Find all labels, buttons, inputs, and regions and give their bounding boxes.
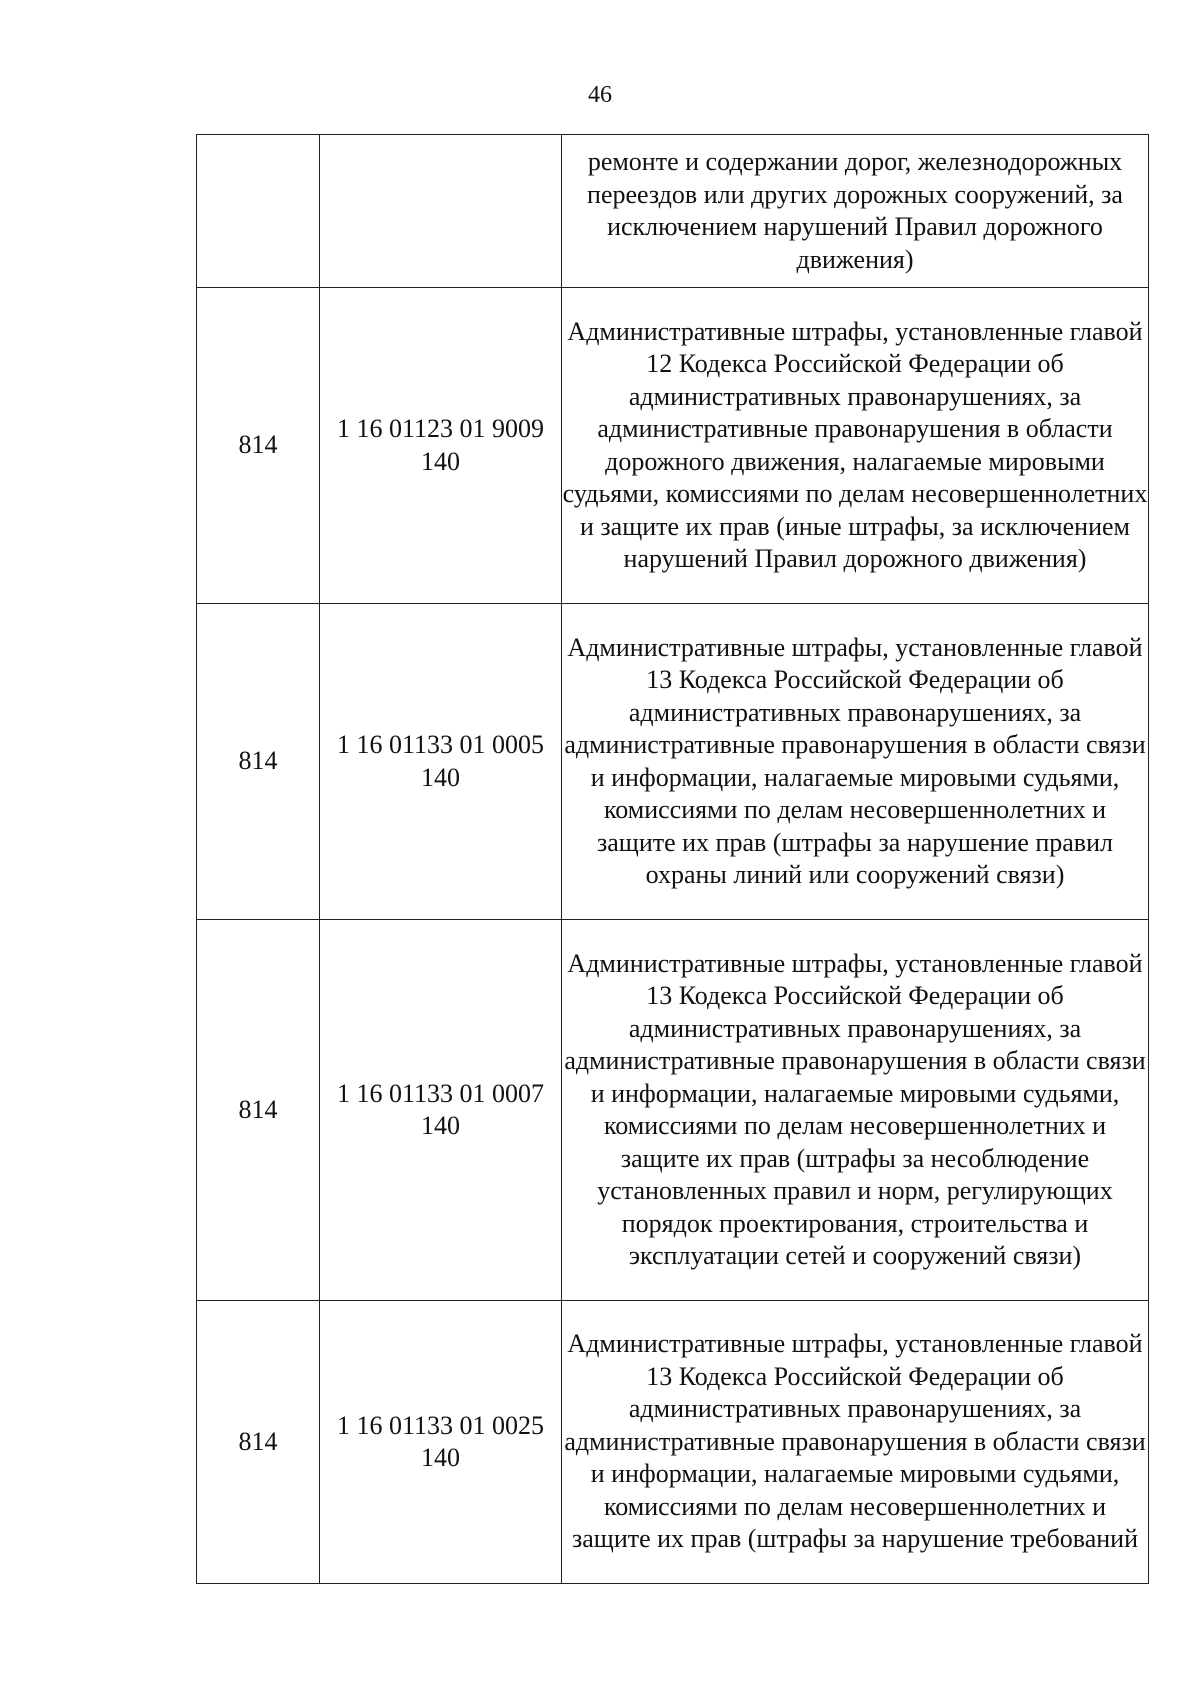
admin-code-cell: 814 — [197, 288, 320, 604]
admin-code-cell — [197, 135, 320, 288]
description-cell: ремонте и содержании дорог, железнодорожных переездов или других дорожных сооружений, за исключением нарушений Правил дорожного движения) — [562, 135, 1149, 288]
kbk-code-cell: 1 16 01133 01 0025 140 — [320, 1301, 562, 1584]
kbk-code-cell: 1 16 01123 01 9009 140 — [320, 288, 562, 604]
kbk-code-cell: 1 16 01133 01 0007 140 — [320, 920, 562, 1301]
description-cell: Административные штрафы, установленные главой 13 Кодекса Российской Федерации об административных правонарушениях, за административные правонарушения в области связи и информации, налагаемые мировыми судьями, комиссиями по делам несовершеннолетних и защите их прав (штрафы за нарушение требований — [562, 1301, 1149, 1584]
admin-code-cell: 814 — [197, 1301, 320, 1584]
table-row — [197, 604, 1149, 920]
admin-code-cell: 814 — [197, 604, 320, 920]
table-row — [197, 135, 1149, 288]
table-row — [197, 920, 1149, 1301]
description-cell: Административные штрафы, установленные главой 12 Кодекса Российской Федерации об административных правонарушениях, за административные правонарушения в области дорожного движения, налагаемые мировыми судьями, комиссиями по делам несовершеннолетних и защите их прав (иные штрафы, за исключением нарушений Правил дорожного движения) — [562, 288, 1149, 604]
table-row — [197, 1301, 1149, 1584]
description-cell: Административные штрафы, установленные главой 13 Кодекса Российской Федерации об административных правонарушениях, за административные правонарушения в области связи и информации, налагаемые мировыми судьями, комиссиями по делам несовершеннолетних и защите их прав (штрафы за нарушение правил охраны линий или сооружений связи) — [562, 604, 1149, 920]
page-number: 46 — [588, 82, 612, 108]
description-cell: Административные штрафы, установленные главой 13 Кодекса Российской Федерации об административных правонарушениях, за административные правонарушения в области связи и информации, налагаемые мировыми судьями, комиссиями по делам несовершеннолетних и защите их прав (штрафы за несоблюдение установленных правил и норм, регулирующих порядок проектирования, строительства и эксплуатации сетей и сооружений связи) — [562, 920, 1149, 1301]
kbk-code-cell: 1 16 01133 01 0005 140 — [320, 604, 562, 920]
admin-code-cell: 814 — [197, 920, 320, 1301]
kbk-code-cell — [320, 135, 562, 288]
table-row — [197, 288, 1149, 604]
budget-classification-table — [196, 134, 1149, 1584]
